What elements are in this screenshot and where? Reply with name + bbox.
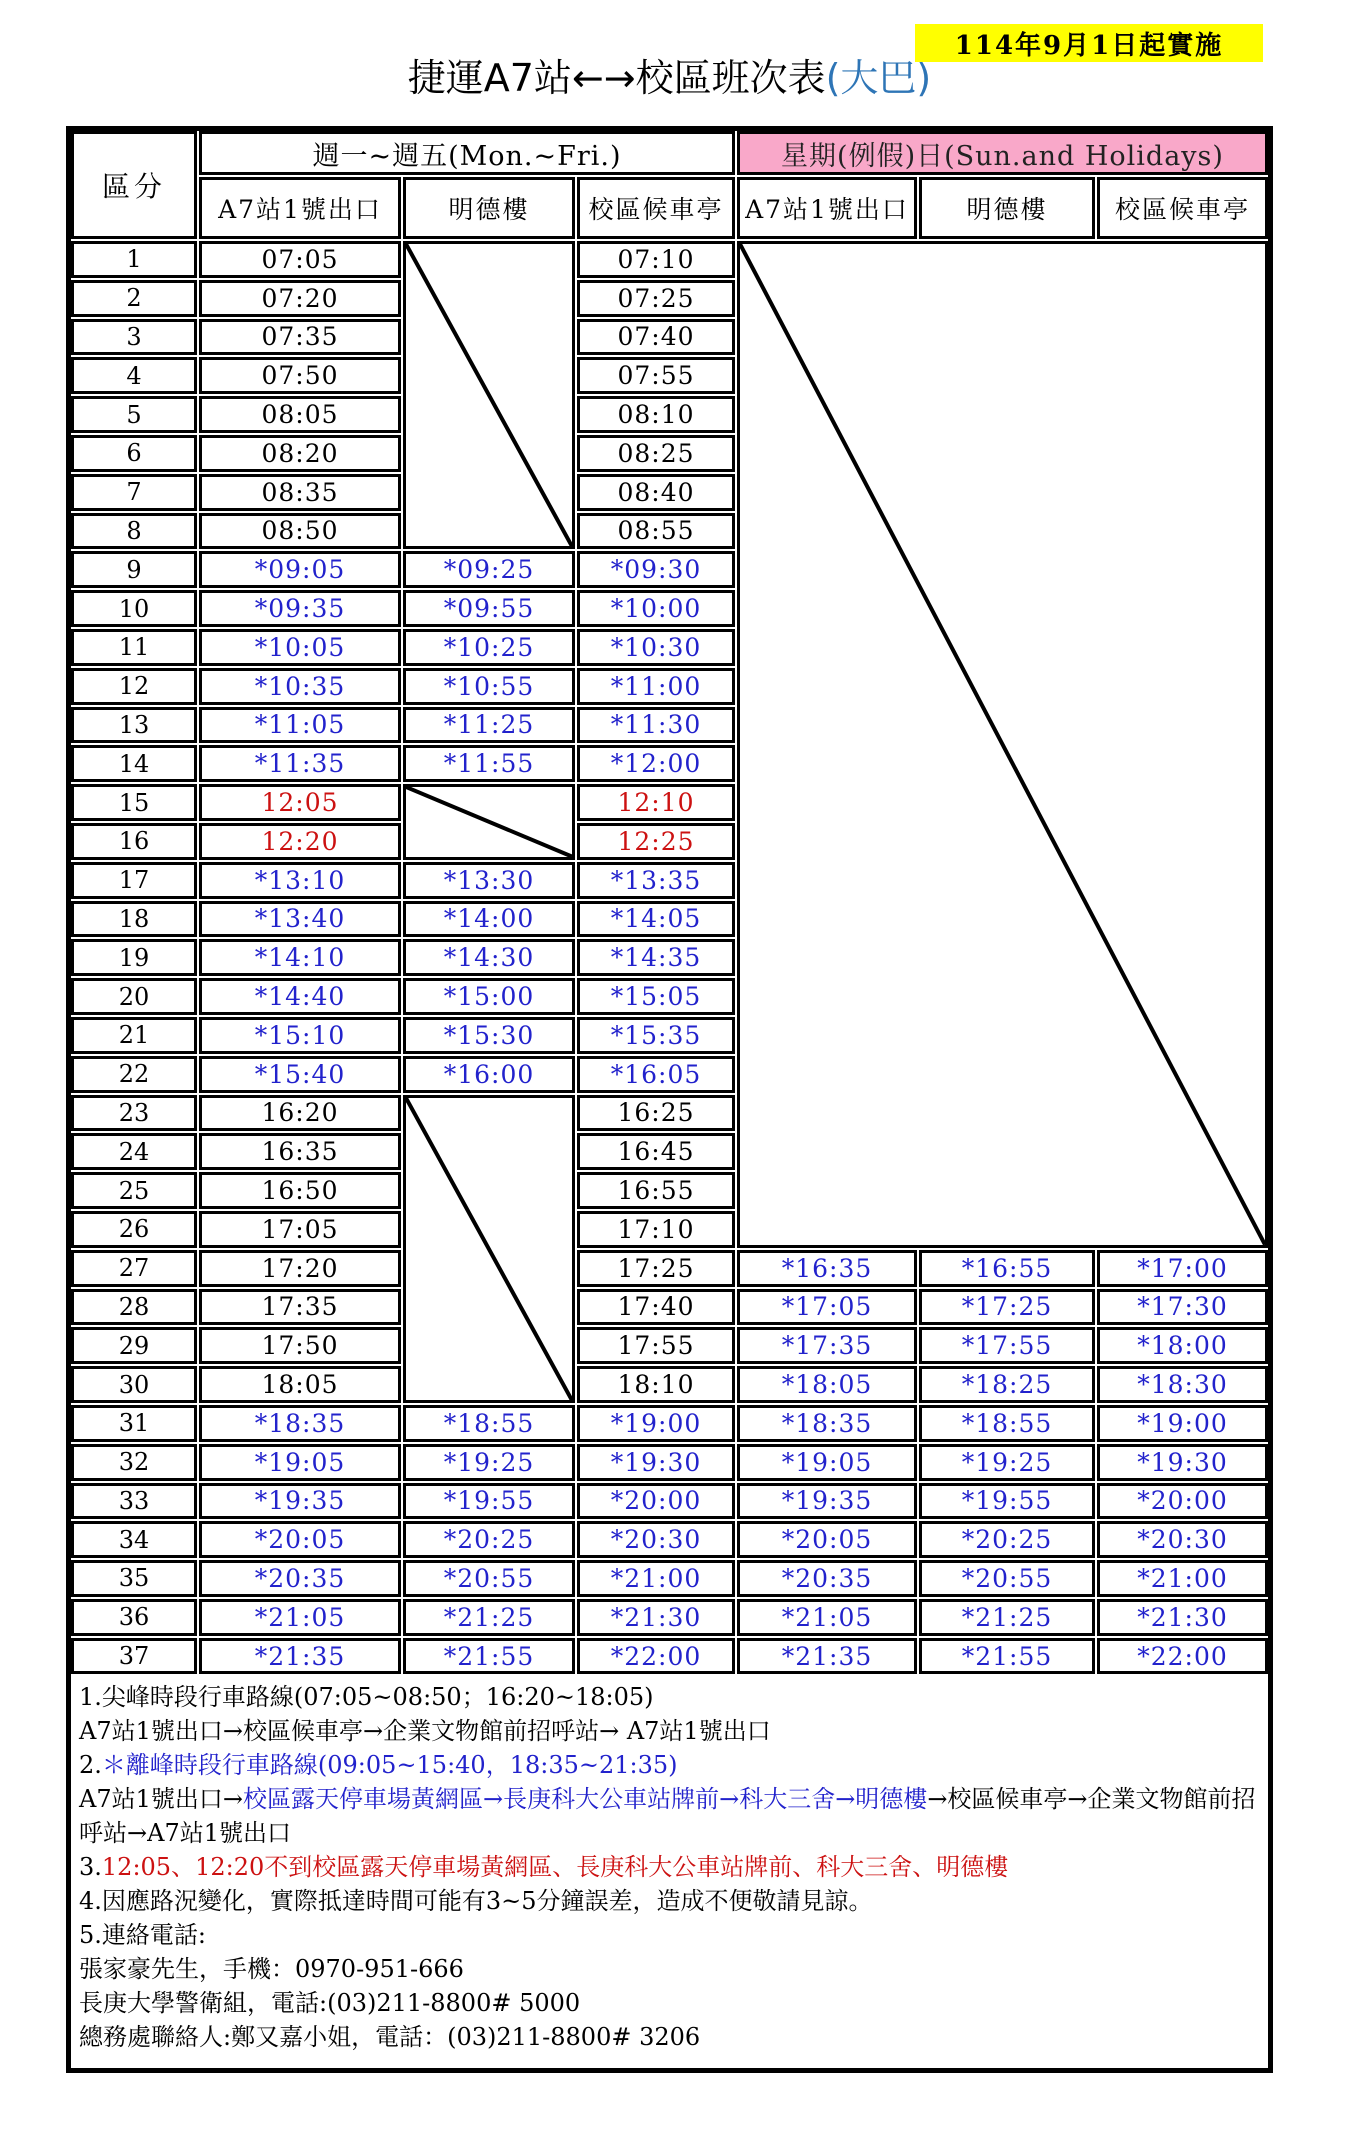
header-stop-holiday-0: A7站1號出口 (737, 177, 917, 239)
notes (71, 1674, 1268, 2054)
note-segment: ＊離峰時段行車路線(09:05~15:40，18:35~21:35) (101, 1751, 678, 1780)
holiday-time-cell: *21:35 (737, 1638, 917, 1675)
weekday-time-cell: *14:00 (403, 901, 575, 938)
weekday-time-cell: 16:25 (577, 1095, 735, 1132)
weekday-time-cell: *14:30 (403, 939, 575, 976)
row-number: 5 (71, 396, 197, 433)
holiday-time-cell: *19:55 (919, 1483, 1095, 1520)
holiday-time-cell: *20:00 (1097, 1483, 1268, 1520)
holiday-time-cell: *19:00 (1097, 1405, 1268, 1442)
weekday-time-cell: *20:30 (577, 1521, 735, 1558)
weekday-time-cell: 12:20 (199, 823, 401, 860)
weekday-time-cell: *19:25 (403, 1444, 575, 1481)
row-number: 9 (71, 551, 197, 588)
row-number: 12 (71, 668, 197, 705)
row-number: 22 (71, 1056, 197, 1093)
weekday-time-cell: *21:05 (199, 1599, 401, 1636)
weekday-time-cell: *20:05 (199, 1521, 401, 1558)
note-segment: 5.連絡電話: (79, 1921, 206, 1950)
weekday-time-cell: *19:05 (199, 1444, 401, 1481)
holiday-time-cell: *19:25 (919, 1444, 1095, 1481)
weekday-time-cell: *10:25 (403, 629, 575, 666)
weekday-time-cell: *21:25 (403, 1599, 575, 1636)
row-number: 31 (71, 1405, 197, 1442)
page-title (66, 56, 1273, 100)
weekday-time-cell: *19:30 (577, 1444, 735, 1481)
holiday-time-cell: *20:05 (737, 1521, 917, 1558)
note-line-3 (79, 1748, 1258, 1782)
holiday-time-cell: *17:05 (737, 1289, 917, 1326)
note-line-5 (79, 1850, 1258, 1884)
holiday-time-cell: *17:25 (919, 1289, 1095, 1326)
weekday-time-cell: 08:25 (577, 435, 735, 472)
weekday-time-cell: 07:20 (199, 280, 401, 317)
diagonal-line (406, 1098, 572, 1400)
weekday-time-cell: *10:30 (577, 629, 735, 666)
row-number: 1 (71, 241, 197, 278)
weekday-time-cell: 08:35 (199, 474, 401, 511)
diagonal-line (406, 244, 572, 546)
row-number: 19 (71, 939, 197, 976)
holiday-time-cell: *17:35 (737, 1327, 917, 1364)
weekday-time-cell: *09:30 (577, 551, 735, 588)
row-number: 21 (71, 1017, 197, 1054)
holiday-time-cell: *21:55 (919, 1638, 1095, 1675)
row-number: 28 (71, 1289, 197, 1326)
header-stop-holiday-1: 明德樓 (919, 177, 1095, 239)
weekday-time-cell: *10:00 (577, 590, 735, 627)
weekday-time-cell: 17:40 (577, 1289, 735, 1326)
weekday-time-cell: *15:10 (199, 1017, 401, 1054)
row-number: 32 (71, 1444, 197, 1481)
weekday-mingde-rows-1-8-no-service-cell (403, 241, 575, 549)
row-number: 13 (71, 707, 197, 744)
weekday-time-cell: 07:35 (199, 319, 401, 356)
row-number: 14 (71, 745, 197, 782)
weekday-time-cell: *20:25 (403, 1521, 575, 1558)
weekday-time-cell: 17:25 (577, 1250, 735, 1287)
note-line-9 (79, 1986, 1258, 2020)
weekday-time-cell: *11:25 (403, 707, 575, 744)
weekday-time-cell: *09:05 (199, 551, 401, 588)
weekday-time-cell: *15:00 (403, 978, 575, 1015)
holiday-time-cell: *17:30 (1097, 1289, 1268, 1326)
note-segment: 總務處聯絡人:鄭又嘉小姐，電話：(03)211-8800# 3206 (79, 2023, 701, 2052)
note-line-2 (79, 1714, 1258, 1748)
holiday-time-cell: *18:00 (1097, 1327, 1268, 1364)
weekday-time-cell: *11:05 (199, 707, 401, 744)
row-number: 8 (71, 513, 197, 550)
holiday-time-cell: *20:25 (919, 1521, 1095, 1558)
row-number: 15 (71, 784, 197, 821)
holiday-time-cell: *17:55 (919, 1327, 1095, 1364)
holiday-time-cell: *16:55 (919, 1250, 1095, 1287)
holiday-time-cell: *19:05 (737, 1444, 917, 1481)
holiday-time-cell: *18:35 (737, 1405, 917, 1442)
weekday-time-cell: *16:00 (403, 1056, 575, 1093)
weekday-time-cell: *13:40 (199, 901, 401, 938)
weekday-time-cell: *09:55 (403, 590, 575, 627)
weekday-time-cell: *19:55 (403, 1483, 575, 1520)
weekday-time-cell: *13:10 (199, 862, 401, 899)
weekday-time-cell: *12:00 (577, 745, 735, 782)
weekday-time-cell: 17:50 (199, 1327, 401, 1364)
note-line-10 (79, 2020, 1258, 2054)
weekday-time-cell: 17:55 (577, 1327, 735, 1364)
weekday-time-cell: *14:05 (577, 901, 735, 938)
weekday-time-cell: 07:50 (199, 357, 401, 394)
row-number: 24 (71, 1133, 197, 1170)
row-number: 16 (71, 823, 197, 860)
weekday-time-cell: 07:05 (199, 241, 401, 278)
weekday-mingde-rows-23-30-no-service-cell (403, 1095, 575, 1403)
weekday-mingde-rows-15-16-no-service-cell (403, 784, 575, 860)
note-line-4 (79, 1782, 1258, 1850)
holiday-time-cell: *18:05 (737, 1366, 917, 1403)
weekday-time-cell: *14:40 (199, 978, 401, 1015)
row-number: 4 (71, 357, 197, 394)
weekday-time-cell: 17:05 (199, 1211, 401, 1248)
weekday-time-cell: *10:35 (199, 668, 401, 705)
header-stop-weekday-2: 校區候車亭 (577, 177, 735, 239)
weekday-time-cell: 18:05 (199, 1366, 401, 1403)
note-segment: 長庚大學警衛組，電話:(03)211-8800# 5000 (79, 1989, 581, 2018)
weekday-time-cell: *15:40 (199, 1056, 401, 1093)
weekday-time-cell: 17:20 (199, 1250, 401, 1287)
weekday-time-cell: 07:25 (577, 280, 735, 317)
weekday-time-cell: *09:35 (199, 590, 401, 627)
weekday-time-cell: 17:35 (199, 1289, 401, 1326)
note-segment: 4.因應路況變化，實際抵達時間可能有3~5分鐘誤差，造成不便敬請見諒。 (79, 1887, 873, 1916)
row-number: 30 (71, 1366, 197, 1403)
row-number: 2 (71, 280, 197, 317)
weekday-time-cell: 08:50 (199, 513, 401, 550)
note-segment: 校區露天停車場黃網區→長庚科大公車站牌前→科大三舍→明德樓 (242, 1785, 928, 1814)
weekday-time-cell: 07:10 (577, 241, 735, 278)
note-segment: 1.尖峰時段行車路線(07:05~08:50；16:20~18:05) (79, 1683, 654, 1712)
weekday-time-cell: 12:10 (577, 784, 735, 821)
timetable (66, 126, 1273, 2073)
weekday-time-cell: 07:55 (577, 357, 735, 394)
holiday-time-cell: *20:30 (1097, 1521, 1268, 1558)
weekday-time-cell: 08:05 (199, 396, 401, 433)
weekday-time-cell: 16:50 (199, 1172, 401, 1209)
note-line-1 (79, 1680, 1258, 1714)
weekday-time-cell: 16:55 (577, 1172, 735, 1209)
holiday-time-cell: *22:00 (1097, 1638, 1268, 1675)
holiday-time-cell: *21:30 (1097, 1599, 1268, 1636)
weekday-time-cell: 12:05 (199, 784, 401, 821)
holiday-time-cell: *20:55 (919, 1560, 1095, 1597)
weekday-time-cell: *20:55 (403, 1560, 575, 1597)
weekday-time-cell: *14:10 (199, 939, 401, 976)
timetable-grid (71, 131, 1268, 1674)
row-number: 7 (71, 474, 197, 511)
header-stop-weekday-1: 明德樓 (403, 177, 575, 239)
note-segment: →校區候車亭→企業文物館前招呼站→A7站1號出口 (79, 1785, 1256, 1848)
row-number: 35 (71, 1560, 197, 1597)
row-number: 3 (71, 319, 197, 356)
holiday-time-cell: *19:30 (1097, 1444, 1268, 1481)
holiday-time-cell: *18:30 (1097, 1366, 1268, 1403)
holiday-time-cell: *21:05 (737, 1599, 917, 1636)
holiday-time-cell: *21:00 (1097, 1560, 1268, 1597)
effective-date-banner: 114年9月1日起實施 (915, 24, 1263, 62)
row-number: 6 (71, 435, 197, 472)
row-number: 27 (71, 1250, 197, 1287)
weekday-time-cell: *15:30 (403, 1017, 575, 1054)
weekday-time-cell: *11:00 (577, 668, 735, 705)
weekday-time-cell: *20:00 (577, 1483, 735, 1520)
note-segment: A7站1號出口→校區候車亭→企業文物館前招呼站→ A7站1號出口 (79, 1717, 771, 1746)
weekday-time-cell: 18:10 (577, 1366, 735, 1403)
weekday-time-cell: *16:05 (577, 1056, 735, 1093)
weekday-time-cell: *13:35 (577, 862, 735, 899)
weekday-time-cell: *15:35 (577, 1017, 735, 1054)
weekday-time-cell: 08:10 (577, 396, 735, 433)
weekday-time-cell: 16:35 (199, 1133, 401, 1170)
weekday-time-cell: 08:40 (577, 474, 735, 511)
note-line-7 (79, 1918, 1258, 1952)
header-holiday-band: 星期(例假)日(Sun.and Holidays) (737, 131, 1268, 175)
weekday-time-cell: 16:20 (199, 1095, 401, 1132)
weekday-time-cell: *11:55 (403, 745, 575, 782)
note-segment: A7站1號出口→ (79, 1785, 243, 1814)
row-number: 36 (71, 1599, 197, 1636)
weekday-time-cell: 07:40 (577, 319, 735, 356)
weekday-time-cell: *21:35 (199, 1638, 401, 1675)
row-number: 37 (71, 1638, 197, 1675)
weekday-time-cell: 17:10 (577, 1211, 735, 1248)
weekday-time-cell: *22:00 (577, 1638, 735, 1675)
weekday-time-cell: *19:00 (577, 1405, 735, 1442)
row-number: 34 (71, 1521, 197, 1558)
holiday-time-cell: *21:25 (919, 1599, 1095, 1636)
weekday-time-cell: *21:00 (577, 1560, 735, 1597)
weekday-time-cell: *11:30 (577, 707, 735, 744)
weekday-time-cell: *18:35 (199, 1405, 401, 1442)
title-main: 捷運A7站←→校區班次表 (407, 56, 826, 100)
weekday-time-cell: 12:25 (577, 823, 735, 860)
title-bus-type: (大巴) (825, 56, 932, 100)
row-number: 29 (71, 1327, 197, 1364)
row-number: 17 (71, 862, 197, 899)
row-number: 18 (71, 901, 197, 938)
holiday-time-cell: *16:35 (737, 1250, 917, 1287)
diagonal-line (740, 244, 1265, 1245)
holiday-rows-1-26-no-service-cell (737, 241, 1268, 1248)
row-number: 25 (71, 1172, 197, 1209)
holiday-time-cell: *18:55 (919, 1405, 1095, 1442)
note-segment: 12:05、12:20不到校區露天停車場黃網區、長庚科大公車站牌前、科大三舍、明德樓 (101, 1853, 1009, 1882)
note-line-6 (79, 1884, 1258, 1918)
row-number: 20 (71, 978, 197, 1015)
weekday-time-cell: *09:25 (403, 551, 575, 588)
holiday-time-cell: *17:00 (1097, 1250, 1268, 1287)
weekday-time-cell: *10:05 (199, 629, 401, 666)
weekday-time-cell: *21:55 (403, 1638, 575, 1675)
holiday-time-cell: *18:25 (919, 1366, 1095, 1403)
header-stop-holiday-2: 校區候車亭 (1097, 177, 1268, 239)
weekday-time-cell: *15:05 (577, 978, 735, 1015)
weekday-time-cell: *10:55 (403, 668, 575, 705)
row-number: 26 (71, 1211, 197, 1248)
weekday-time-cell: *21:30 (577, 1599, 735, 1636)
row-number: 23 (71, 1095, 197, 1132)
holiday-time-cell: *19:35 (737, 1483, 917, 1520)
weekday-time-cell: *19:35 (199, 1483, 401, 1520)
holiday-time-cell: *20:35 (737, 1560, 917, 1597)
row-number: 33 (71, 1483, 197, 1520)
weekday-time-cell: *13:30 (403, 862, 575, 899)
row-number: 10 (71, 590, 197, 627)
header-stop-weekday-0: A7站1號出口 (199, 177, 401, 239)
weekday-time-cell: *20:35 (199, 1560, 401, 1597)
row-number: 11 (71, 629, 197, 666)
note-segment: 張家豪先生，手機：0970-951-666 (79, 1955, 464, 1984)
weekday-time-cell: *11:35 (199, 745, 401, 782)
note-line-8 (79, 1952, 1258, 1986)
note-segment: 3. (79, 1853, 102, 1882)
header-weekday-band: 週一~週五(Mon.~Fri.) (199, 131, 735, 175)
weekday-time-cell: *18:55 (403, 1405, 575, 1442)
weekday-time-cell: 08:20 (199, 435, 401, 472)
note-segment: 2. (79, 1751, 102, 1780)
weekday-time-cell: 16:45 (577, 1133, 735, 1170)
weekday-time-cell: *14:35 (577, 939, 735, 976)
diagonal-line (406, 787, 572, 857)
header-category: 區分 (71, 131, 197, 239)
weekday-time-cell: 08:55 (577, 513, 735, 550)
